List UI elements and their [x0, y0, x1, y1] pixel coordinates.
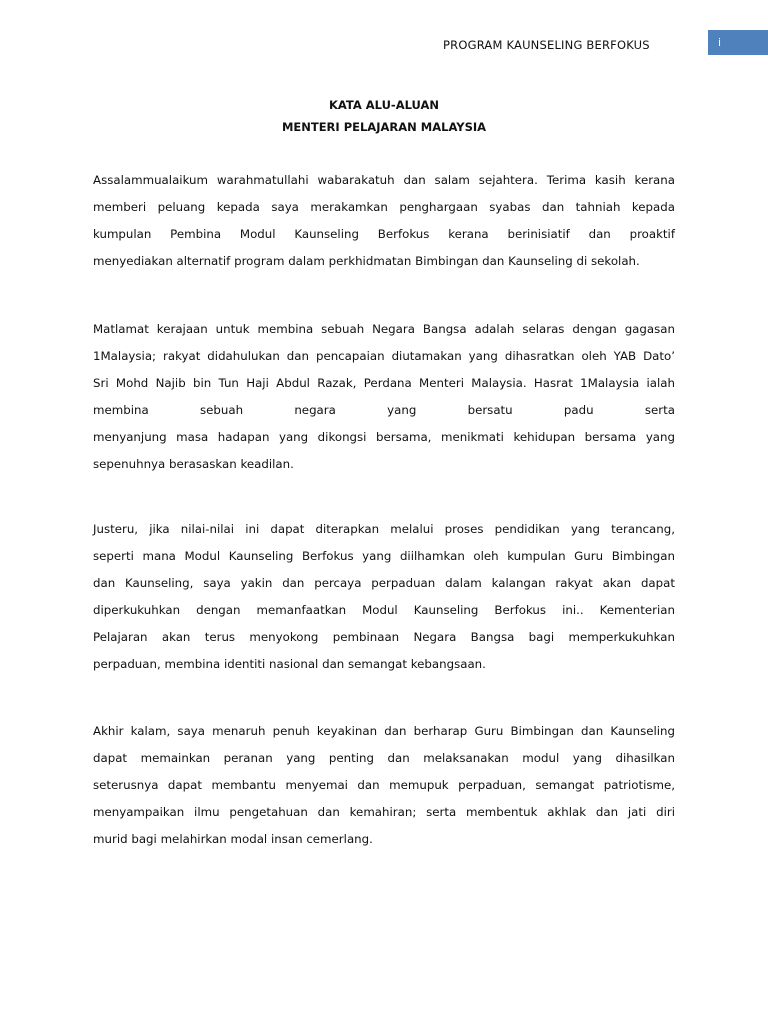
paragraph-line: kumpulan Pembina Modul Kaunseling Berfokus kerana berinisiatif dan proaktif	[93, 227, 675, 241]
paragraph-line: seterusnya dapat membantu menyemai dan memupuk perpaduan, semangat patriotisme,	[93, 778, 675, 792]
heading-menteri: MENTERI PELAJARAN MALAYSIA	[281, 120, 487, 134]
paragraph-line: menyediakan alternatif program dalam perkhidmatan Bimbingan dan Kaunseling di sekolah.	[93, 254, 640, 268]
page-number-badge	[708, 30, 768, 55]
paragraph-line: menyanjung masa hadapan yang dikongsi bersama, menikmati kehidupan bersama yang	[93, 430, 675, 444]
paragraph-line: murid bagi melahirkan modal insan cemerlang.	[93, 832, 373, 846]
paragraph-1	[93, 167, 675, 275]
paragraph-2	[93, 316, 675, 478]
heading-kata-alu-aluan: KATA ALU-ALUAN	[328, 98, 440, 112]
paragraph-line: menyampaikan ilmu pengetahuan dan kemahiran; serta membentuk akhlak dan jati diri	[93, 805, 675, 819]
paragraph-line: Pelajaran akan terus menyokong pembinaan Negara Bangsa bagi memperkukuhkan	[93, 630, 675, 644]
header-title: PROGRAM KAUNSELING BERFOKUS	[443, 38, 650, 52]
paragraph-line: Justeru, jika nilai-nilai ini dapat diterapkan melalui proses pendidikan yang terancang,	[93, 522, 675, 536]
paragraph-line: Sri Mohd Najib bin Tun Haji Abdul Razak, Perdana Menteri Malaysia. Hasrat 1Malaysia ialah	[93, 376, 675, 390]
paragraph-line: seperti mana Modul Kaunseling Berfokus yang diilhamkan oleh kumpulan Guru Bimbingan	[93, 549, 675, 563]
paragraph-line: Akhir kalam, saya menaruh penuh keyakinan dan berharap Guru Bimbingan dan Kaunseling	[93, 724, 675, 738]
page-number: i	[718, 36, 722, 49]
paragraph-line: diperkukuhkan dengan memanfaatkan Modul Kaunseling Berfokus ini.. Kementerian	[93, 603, 675, 617]
paragraph-line: 1Malaysia; rakyat didahulukan dan pencapaian diutamakan yang dihasratkan oleh YAB Dato’	[93, 349, 675, 363]
paragraph-line: Matlamat kerajaan untuk membina sebuah Negara Bangsa adalah selaras dengan gagasan	[93, 322, 675, 336]
paragraph-line: perpaduan, membina identiti nasional dan semangat kebangsaan.	[93, 657, 486, 671]
paragraph-line: Assalammualaikum warahmatullahi wabarakatuh dan salam sejahtera. Terima kasih kerana	[93, 173, 675, 187]
paragraph-4	[93, 718, 675, 853]
paragraph-line: membina sebuah negara yang bersatu padu serta	[93, 403, 675, 417]
paragraph-3	[93, 516, 675, 678]
paragraph-line: sepenuhnya berasaskan keadilan.	[93, 457, 294, 471]
paragraph-line: memberi peluang kepada saya merakamkan penghargaan syabas dan tahniah kepada	[93, 200, 675, 214]
paragraph-line: dapat memainkan peranan yang penting dan melaksanakan modul yang dihasilkan	[93, 751, 675, 765]
paragraph-line: dan Kaunseling, saya yakin dan percaya perpaduan dalam kalangan rakyat akan dapat	[93, 576, 675, 590]
